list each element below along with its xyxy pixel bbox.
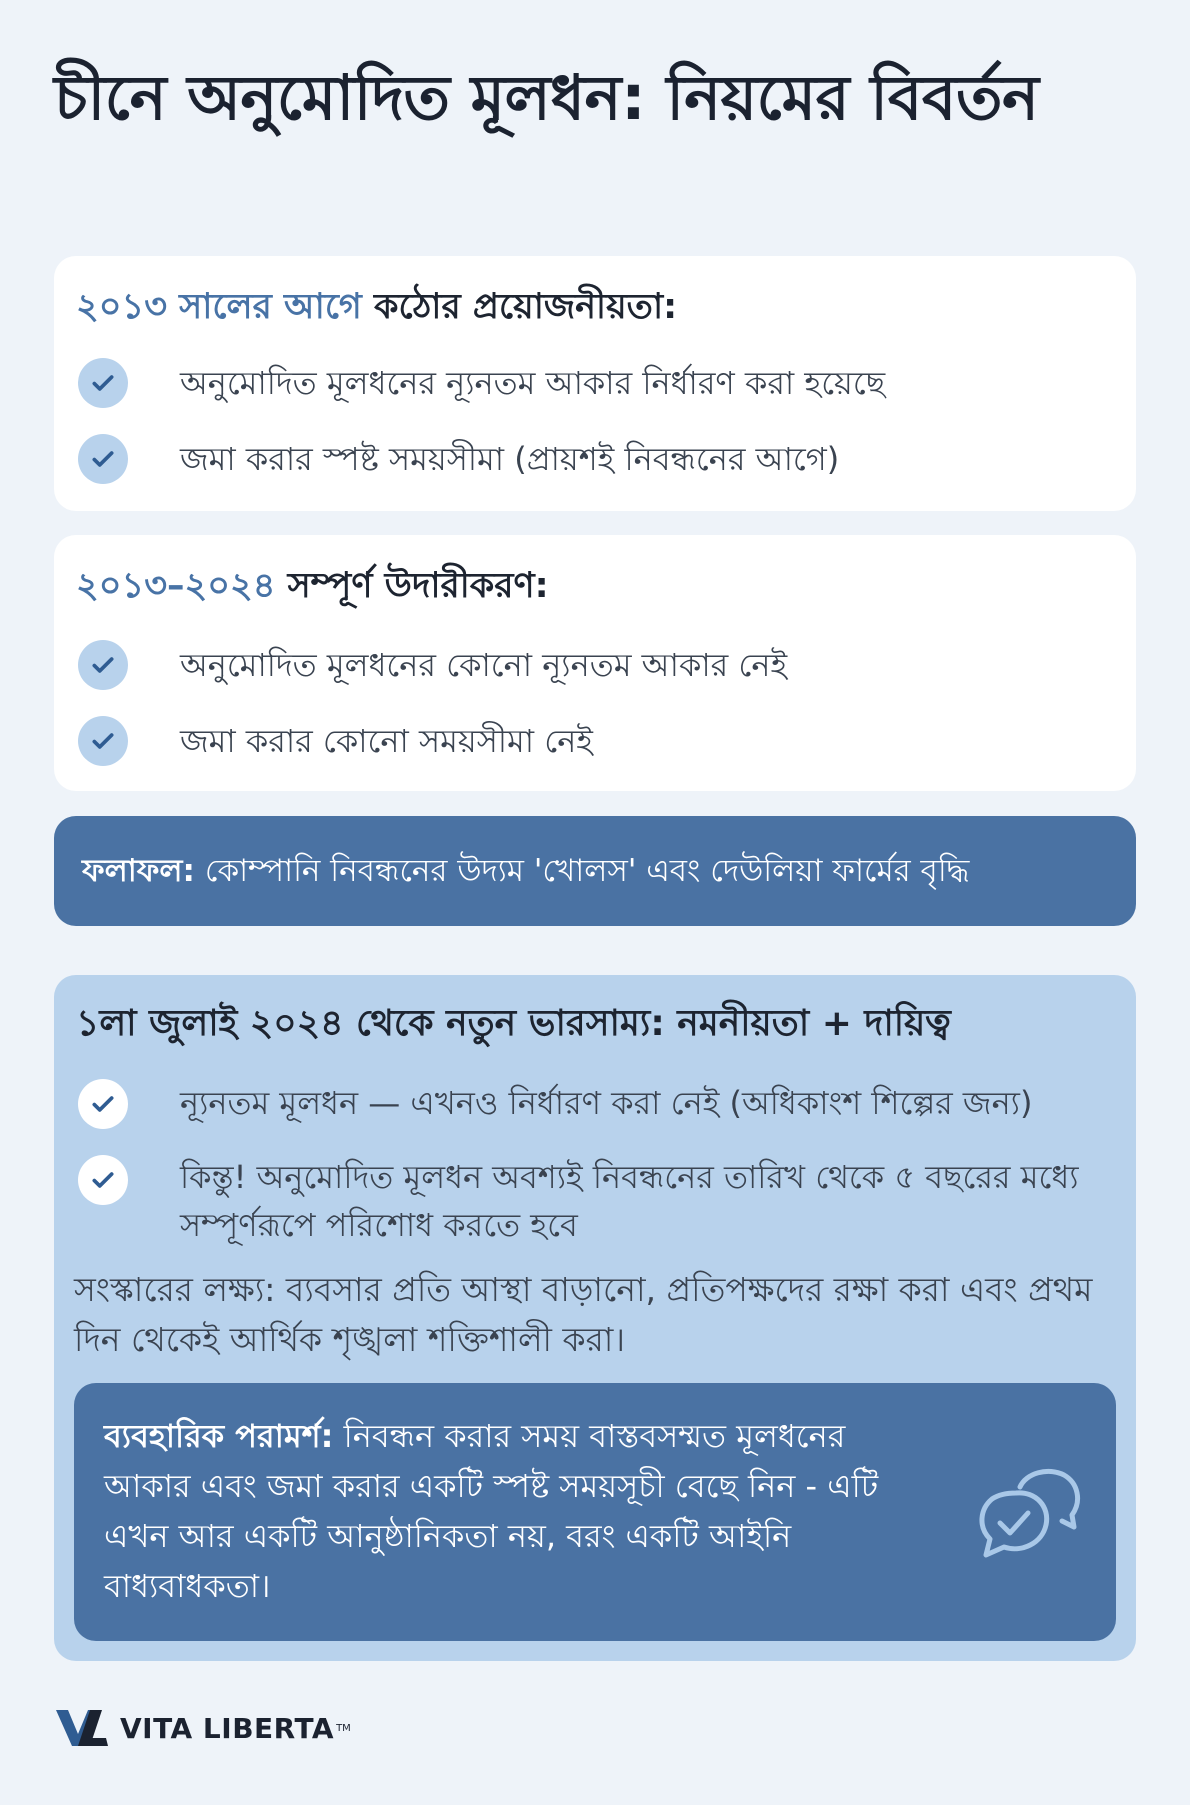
list-item-text: ন্যূনতম মূলধন — এখনও নির্ধারণ করা নেই (অধিকাংশ শিল্পের জন্য): [180, 1084, 1033, 1122]
check-icon: [78, 1155, 128, 1205]
practical-tip-text: [104, 1411, 904, 1611]
before-2013-heading: [76, 284, 677, 330]
list-item-text: অনুমোদিত মূলধনের ন্যূনতম আকার নির্ধারণ করা হয়েছে: [180, 364, 886, 402]
vita-liberta-logo-icon: [54, 1706, 110, 1750]
check-icon: [78, 1079, 128, 1129]
check-icon: [78, 434, 128, 484]
check-icon: [78, 358, 128, 408]
from-2024-heading: ১লা জুলাই ২০২৪ থেকে নতুন ভারসাম্য: নমনীয়তা + দায়িত্ব: [76, 1003, 951, 1044]
list-item-text: জমা করার স্পষ্ট সময়সীমা (প্রায়শই নিবন্ধনের আগে): [180, 440, 840, 478]
reform-goal-text: সংস্কারের লক্ষ্য: ব্যবসার প্রতি আস্থা বাড়ানো, প্রতিপক্ষদের রক্ষা করা এবং প্রথম দিন থেকেই আর্থিক শৃঙ্খলা শক্তিশালী করা।: [74, 1270, 1093, 1359]
before-2013-heading-accent: ২০১৩ সালের আগে: [76, 287, 362, 327]
before-2013-card: [54, 256, 1136, 511]
result-banner: [54, 816, 1136, 926]
check-icon: [78, 716, 128, 766]
practical-tip-lead: ব্যবহারিক পরামর্শ:: [104, 1417, 334, 1455]
practical-tip-box: [74, 1383, 1116, 1641]
list-item-text: কিন্তু! অনুমোদিত মূলধন অবশ্যই নিবন্ধনের তারিখ থেকে ৫ বছরের মধ্যে সম্পূর্ণরূপে পরিশোধ করতে হবে: [180, 1158, 1079, 1244]
brand-name: VITA LIBERTA: [120, 1711, 335, 1745]
result-lead: ফলাফল:: [82, 853, 195, 889]
chat-check-icon: [974, 1465, 1082, 1565]
before-2013-heading-rest: কঠোর প্রয়োজনীয়তা:: [374, 287, 678, 327]
check-icon: [78, 640, 128, 690]
period-2013-2024-heading: [76, 563, 549, 609]
from-2024-panel: [54, 975, 1136, 1661]
list-item-text: অনুমোদিত মূলধনের কোনো ন্যূনতম আকার নেই: [180, 646, 788, 684]
footer-logo: [54, 1706, 351, 1750]
period-2013-2024-card: [54, 535, 1136, 791]
list-item-text: জমা করার কোনো সময়সীমা নেই: [180, 722, 593, 760]
trademark-mark: TM: [336, 1722, 351, 1734]
result-text: কোম্পানি নিবন্ধনের উদ্যম 'খোলস' এবং দেউলিয়া ফার্মের বৃদ্ধি: [204, 853, 970, 889]
period-heading-accent: ২০১৩–২০২৪: [76, 566, 276, 606]
practical-tip-body: নিবন্ধন করার সময় বাস্তবসম্মত মূলধনের আকার এবং জমা করার একটি স্পষ্ট সময়সূচী বেছে নিন - এটি এখন আর একটি আনুষ্ঠানিকতা নয়, বরং একটি আইনি বাধ্যবাধকতা।: [104, 1417, 879, 1605]
page-title: চীনে অনুমোদিত মূলধন: নিয়মের বিবর্তন: [54, 61, 1039, 134]
period-heading-rest: সম্পূর্ণ উদারীকরণ:: [287, 566, 549, 606]
